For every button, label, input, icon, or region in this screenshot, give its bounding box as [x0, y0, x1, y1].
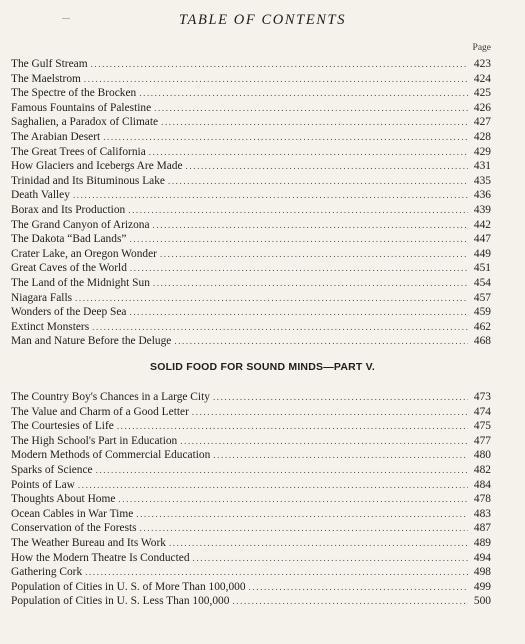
toc-entry-title: Famous Fountains of Palestine	[11, 101, 152, 114]
toc-entry	[11, 390, 491, 405]
toc-entry	[11, 188, 491, 203]
toc-entry	[11, 478, 491, 493]
toc-entry	[11, 580, 491, 595]
toc-entry-title: Gathering Cork	[11, 566, 83, 579]
toc-entry-page: 427	[473, 116, 491, 129]
toc-entry	[11, 57, 491, 72]
toc-entry	[11, 507, 491, 522]
toc-entry-title: The Courtesies of Life	[11, 420, 114, 433]
toc-entry	[11, 72, 491, 87]
toc-entry-page: 499	[473, 580, 491, 593]
toc-entry-page: 426	[473, 101, 491, 114]
toc-entry-page: 449	[473, 247, 491, 260]
toc-entry-title: Wonders of the Deep Sea	[11, 306, 127, 319]
toc-entry-page: 428	[473, 130, 491, 143]
dot-leader	[130, 261, 468, 276]
toc-entry-title: Extinct Monsters	[11, 320, 90, 333]
toc-entry-page: 478	[473, 493, 491, 506]
dot-leader	[213, 448, 468, 463]
toc-entry-title: The Maelstrom	[11, 72, 81, 85]
toc-entry-page: 498	[473, 566, 491, 579]
toc-entry-title: The Country Boy's Chances in a Large City	[11, 391, 210, 403]
toc-entry-page: 489	[473, 536, 491, 549]
toc-entry	[11, 536, 491, 551]
toc-entry-title: Man and Nature Before the Deluge	[11, 335, 172, 348]
toc-entry-title: The Land of the Midnight Sun	[11, 276, 150, 289]
toc-entry	[11, 594, 491, 609]
toc-entry-title: Population of Cities in U. S. of More Than 100,000	[11, 580, 246, 593]
toc-entry-title: How the Modern Theatre Is Conducted	[11, 551, 190, 564]
toc-entry-title: Borax and Its Production	[11, 203, 126, 216]
toc-entry	[11, 232, 491, 247]
dot-leader	[168, 174, 468, 189]
toc-entry-page: 425	[473, 87, 491, 100]
page-title: TABLE OF CONTENTS	[178, 12, 347, 28]
toc-entry-title: The High School's Part in Education	[11, 434, 178, 447]
toc-entry-page: 454	[473, 276, 491, 289]
toc-entry-title: Ocean Cables in War Time	[11, 507, 134, 520]
toc-entry	[11, 174, 491, 189]
toc-entry-title: The Weather Bureau and Its Work	[11, 536, 166, 549]
toc-entry	[11, 492, 491, 507]
toc-entry	[11, 305, 491, 320]
dot-leader	[85, 565, 468, 580]
dot-leader	[91, 57, 468, 72]
toc-entry	[11, 145, 491, 160]
toc-entry-title: Conservation of the Forests	[11, 522, 137, 535]
toc-entry-page: 482	[473, 463, 491, 476]
dot-leader	[153, 218, 468, 233]
dot-leader	[103, 130, 468, 145]
toc-entry	[11, 218, 491, 233]
dot-leader	[180, 434, 468, 449]
dot-leader	[193, 551, 468, 566]
dot-leader	[161, 115, 468, 130]
dot-leader	[140, 521, 468, 536]
dot-leader	[192, 405, 468, 420]
toc-entry-title: Great Caves of the World	[11, 262, 127, 275]
dot-leader	[169, 536, 468, 551]
toc-entry-title: Thoughts About Home	[11, 493, 116, 506]
toc-entry-title: Population of Cities in U. S. Less Than 100,000	[11, 595, 230, 608]
dot-leader	[232, 594, 468, 609]
toc-section-2	[11, 390, 491, 609]
dot-leader	[129, 305, 468, 320]
toc-entry	[11, 247, 491, 262]
toc-entry-page: 435	[473, 174, 491, 187]
toc-entry-page: 423	[473, 58, 491, 70]
toc-entry-page: 477	[473, 434, 491, 447]
toc-entry	[11, 261, 491, 276]
page-column-label: Page	[472, 43, 491, 53]
toc-entry-title: Sparks of Science	[11, 463, 93, 476]
toc-entry-page: 439	[473, 203, 491, 216]
toc-entry-page: 429	[473, 145, 491, 158]
toc-entry	[11, 521, 491, 536]
toc-entry-title: Niagara Falls	[11, 291, 73, 304]
toc-entry-title: Trinidad and Its Bituminous Lake	[11, 174, 165, 187]
toc-entry-page: 494	[473, 551, 491, 564]
toc-entry	[11, 448, 491, 463]
dot-leader	[73, 188, 468, 203]
toc-entry	[11, 405, 491, 420]
toc-entry	[11, 86, 491, 101]
dot-leader	[96, 463, 468, 478]
toc-entry-title: The Arabian Desert	[11, 130, 101, 143]
dot-leader	[213, 390, 468, 405]
dot-leader	[117, 419, 468, 434]
toc-entry-page: 475	[473, 420, 491, 433]
toc-entry-title: The Value and Charm of a Good Letter	[11, 405, 189, 418]
toc-entry-title: Saghalien, a Paradox of Climate	[11, 116, 159, 129]
toc-entry	[11, 276, 491, 291]
toc-entry-page: 473	[473, 391, 491, 403]
toc-entry-title: How Glaciers and Icebergs Are Made	[11, 160, 183, 173]
dot-leader	[154, 101, 468, 116]
toc-entry	[11, 159, 491, 174]
dot-leader	[160, 247, 468, 262]
dot-leader	[78, 478, 468, 493]
dot-leader	[92, 320, 468, 335]
dot-leader	[136, 507, 468, 522]
toc-entry	[11, 291, 491, 306]
toc-entry-page: 451	[473, 262, 491, 275]
toc-entry-page: 436	[473, 189, 491, 202]
toc-entry-title: The Gulf Stream	[11, 58, 88, 70]
toc-entry-title: The Grand Canyon of Arizona	[11, 218, 150, 231]
toc-entry-page: 480	[473, 449, 491, 462]
toc-entry-title: Points of Law	[11, 478, 75, 491]
dot-leader	[129, 232, 468, 247]
toc-section-1	[11, 57, 491, 349]
toc-entry-title: The Dakota “Bad Lands”	[11, 233, 127, 246]
toc-entry-page: 468	[473, 335, 491, 348]
toc-entry	[11, 565, 491, 580]
toc-entry-page: 459	[473, 306, 491, 319]
toc-entry-title: Crater Lake, an Oregon Wonder	[11, 247, 157, 260]
toc-entry	[11, 434, 491, 449]
toc-entry	[11, 463, 491, 478]
toc-entry-title: The Great Trees of California	[11, 145, 146, 158]
toc-entry	[11, 101, 491, 116]
dot-leader	[128, 203, 468, 218]
toc-entry	[11, 320, 491, 335]
toc-entry-page: 500	[473, 595, 491, 608]
toc-entry-title: Modern Methods of Commercial Education	[11, 449, 211, 462]
dot-leader	[118, 492, 468, 507]
toc-entry-title: Death Valley	[11, 189, 70, 202]
dot-leader	[84, 72, 468, 87]
toc-entry-page: 431	[473, 160, 491, 173]
section-heading: SOLID FOOD FOR SOUND MINDS—PART V.	[150, 361, 375, 373]
dot-leader	[153, 276, 468, 291]
dot-leader	[75, 291, 468, 306]
toc-entry	[11, 419, 491, 434]
toc-entry-page: 442	[473, 218, 491, 231]
dot-leader	[186, 159, 468, 174]
dot-leader	[249, 580, 468, 595]
toc-entry-page: 484	[473, 478, 491, 491]
toc-entry	[11, 334, 491, 349]
toc-entry	[11, 130, 491, 145]
dot-leader	[149, 145, 468, 160]
dot-leader	[139, 86, 468, 101]
toc-entry-page: 447	[473, 233, 491, 246]
toc-entry-title: The Spectre of the Brocken	[11, 87, 137, 100]
toc-entry-page: 462	[473, 320, 491, 333]
toc-entry	[11, 551, 491, 566]
toc-entry-page: 483	[473, 507, 491, 520]
toc-entry	[11, 115, 491, 130]
toc-entry-page: 457	[473, 291, 491, 304]
toc-entry-page: 487	[473, 522, 491, 535]
toc-entry-page: 474	[473, 405, 491, 418]
toc-entry-page: 424	[473, 72, 491, 85]
dot-leader	[174, 334, 468, 349]
toc-entry	[11, 203, 491, 218]
